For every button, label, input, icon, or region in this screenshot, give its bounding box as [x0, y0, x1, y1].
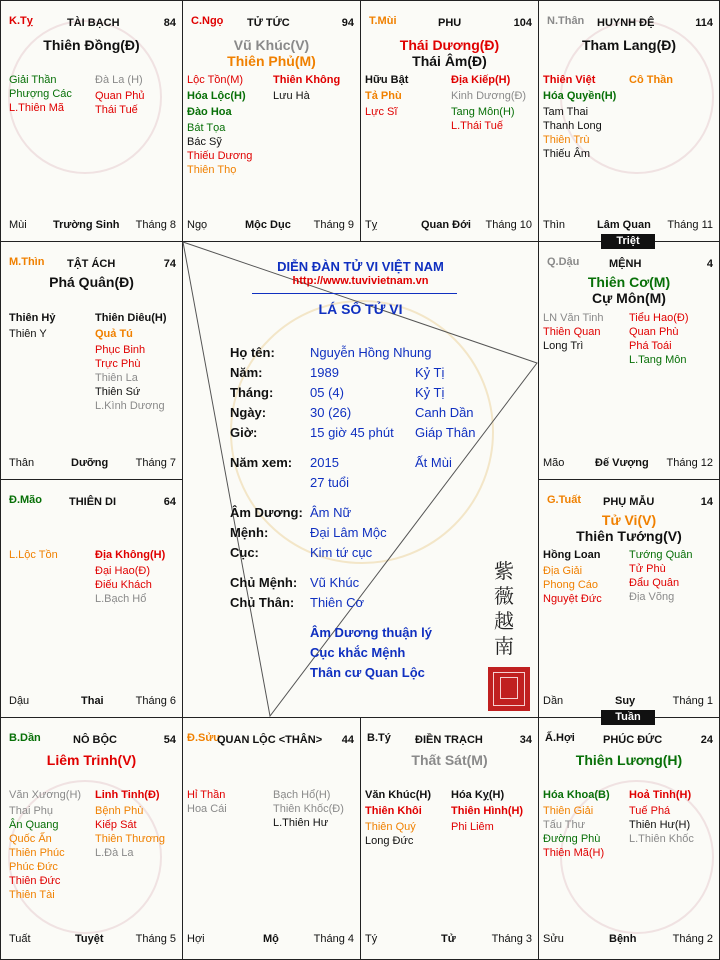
- footer-month: Tháng 2: [672, 933, 713, 945]
- star: Tả Phù: [365, 90, 402, 102]
- star: Văn Khúc(H): [365, 789, 431, 801]
- star: Tướng Quân: [629, 549, 693, 561]
- star: Thai Phụ: [9, 805, 54, 817]
- star: Hỉ Thần: [187, 789, 226, 801]
- triet-badge: Triệt: [601, 234, 655, 249]
- star: Địa Võng: [629, 591, 675, 603]
- star: Long Trì: [543, 340, 584, 352]
- star: Quốc Ấn: [9, 833, 52, 845]
- info-value: 05 (4): [310, 385, 344, 400]
- palace-name: ĐIỀN TRẠCH: [415, 734, 483, 746]
- star: L.Đà La: [95, 847, 134, 859]
- footer-branch: Hợi: [187, 933, 205, 945]
- star: Đại Hao(Đ): [95, 565, 151, 577]
- palace-name: TỬ TỨC: [247, 17, 290, 29]
- star: L.Kình Dương: [95, 400, 165, 412]
- seal-stamp: [488, 667, 530, 711]
- star: Tang Môn(H): [451, 106, 515, 118]
- star: Trực Phù: [95, 358, 141, 370]
- major-star: Thiên Phủ(M): [227, 53, 316, 69]
- star: Đà La (H): [95, 74, 143, 86]
- footer-branch: Thìn: [543, 219, 566, 231]
- footer-month: Tháng 6: [135, 695, 176, 707]
- major-star: Thiên Tướng(V): [576, 528, 682, 544]
- star: Phượng Các: [9, 88, 72, 100]
- star: Phá Toái: [629, 340, 672, 352]
- info-value: Kim tứ cục: [310, 545, 373, 560]
- star: Thiên Đức: [9, 875, 61, 887]
- title-divider: [252, 293, 457, 294]
- palace-phuc-duc[interactable]: [538, 717, 720, 960]
- star: Quan Phủ: [95, 90, 145, 102]
- palace-no-boc[interactable]: [0, 717, 183, 960]
- major-star: Phá Quân(Đ): [49, 274, 134, 290]
- star: Kinh Dương(Đ): [451, 90, 527, 102]
- star: Thanh Long: [543, 120, 602, 132]
- conclusion-text: Thân cư Quan Lộc: [310, 665, 425, 680]
- star: Bác Sỹ: [187, 136, 222, 148]
- star: Thiên Trù: [543, 134, 590, 146]
- info-value: 30 (26): [310, 405, 352, 420]
- palace-phu[interactable]: [360, 0, 539, 242]
- star: Hóa Quyền(H): [543, 90, 617, 102]
- palace-branch: B.Dần: [9, 732, 41, 744]
- star: L.Thiên Mã: [9, 102, 65, 114]
- calligraphy-char: 薇: [494, 584, 514, 608]
- star: Bát Tọa: [187, 122, 226, 134]
- palace-huynh-de[interactable]: [538, 0, 720, 242]
- palace-number: 44: [341, 734, 354, 746]
- palace-name: PHỤ MẪU: [603, 496, 655, 508]
- forum-url[interactable]: http://www.tuvivietnam.vn: [292, 275, 429, 287]
- footer-branch: Tỵ: [365, 219, 378, 231]
- palace-branch: Đ.Mão: [9, 494, 42, 506]
- info-value: 15 giờ 45 phút: [310, 425, 394, 440]
- star: Nguyệt Đức: [543, 593, 602, 605]
- star: Linh Tinh(Đ): [95, 789, 160, 801]
- star: Thiên Hỷ: [9, 312, 56, 324]
- star: Thiếu Dương: [187, 150, 253, 162]
- footer-phase: Trường Sinh: [53, 219, 120, 231]
- info-value: 1989: [310, 365, 339, 380]
- palace-branch: G.Tuất: [547, 494, 582, 506]
- palace-branch: M.Thìn: [9, 256, 45, 268]
- footer-branch: Tý: [365, 933, 378, 945]
- star: Thiên Diêu(H): [95, 312, 167, 324]
- major-star: Cự Môn(M): [592, 290, 666, 306]
- major-star: Vũ Khúc(V): [233, 37, 310, 53]
- palace-menh[interactable]: [538, 241, 720, 480]
- star: Thiếu Âm: [543, 148, 591, 160]
- footer-phase: Tử: [441, 933, 456, 945]
- info-label: Chủ Mệnh:: [230, 575, 298, 590]
- palace-number: 4: [706, 258, 713, 270]
- star: Kiếp Sát: [95, 819, 137, 831]
- info-extra: Kỷ Tị: [415, 385, 445, 400]
- info-label: Họ tên:: [230, 345, 275, 360]
- info-value: 2015: [310, 455, 339, 470]
- footer-branch: Sửu: [543, 933, 564, 945]
- footer-phase: Thai: [81, 695, 104, 707]
- star: L.Tang Môn: [629, 354, 687, 366]
- palace-branch: C.Ngọ: [191, 15, 224, 27]
- footer-phase: Quan Đới: [421, 219, 471, 231]
- palace-name: NÔ BỘC: [73, 734, 117, 746]
- major-star: Thiên Lương(H): [575, 752, 683, 768]
- footer-branch: Dậu: [9, 695, 30, 707]
- star: Hóa Khoa(B): [543, 789, 610, 801]
- footer-phase: Mộ: [263, 933, 279, 945]
- palace-number: 34: [519, 734, 532, 746]
- footer-phase: Mộc Dục: [245, 219, 291, 231]
- palace-phu-mau[interactable]: [538, 479, 720, 718]
- palace-number: 24: [700, 734, 713, 746]
- star: Hóa Lộc(H): [187, 90, 246, 102]
- footer-branch: Tuất: [9, 933, 31, 945]
- footer-month: Tháng 7: [135, 457, 176, 469]
- calligraphy-char: 南: [494, 634, 514, 658]
- palace-name: MỆNH: [609, 258, 642, 270]
- footer-month: Tháng 10: [485, 219, 532, 231]
- star: Địa Không(H): [95, 549, 166, 561]
- star: Thiên Quan: [543, 326, 601, 338]
- palace-number: 64: [163, 496, 176, 508]
- info-extra: Giáp Thân: [415, 425, 476, 440]
- star: Hoả Tinh(H): [629, 789, 692, 801]
- forum-title: DIỄN ĐÀN TỬ VI VIỆT NAM: [277, 259, 444, 274]
- info-extra: Ất Mùi: [415, 455, 452, 470]
- palace-quan-loc[interactable]: [182, 717, 361, 960]
- footer-month: Tháng 5: [135, 933, 176, 945]
- footer-month: Tháng 11: [667, 219, 713, 231]
- conclusion-text: Âm Dương thuận lý: [310, 625, 432, 640]
- palace-branch: Đ.Sửu: [187, 732, 221, 744]
- info-value: Âm Nữ: [310, 505, 352, 520]
- footer-phase: Suy: [615, 695, 636, 707]
- chart-title: LÁ SỐ TỬ VI: [318, 301, 403, 317]
- star: Thiên Quý: [365, 821, 416, 833]
- star: Đào Hoa: [187, 106, 232, 118]
- palace-name: THIÊN DI: [69, 496, 117, 508]
- star: Hóa Kỵ(H): [451, 789, 505, 801]
- calligraphy-char: 紫: [494, 559, 514, 583]
- star: Thiên Thọ: [187, 164, 237, 176]
- star: Quan Phù: [629, 326, 679, 338]
- palace-name: TÀI BẠCH: [67, 17, 120, 29]
- star: L.Thiên Khốc: [629, 833, 694, 845]
- star: Tấu Thư: [543, 819, 586, 831]
- footer-month: Tháng 12: [666, 457, 713, 469]
- star: Phục Binh: [95, 344, 146, 356]
- palace-dien-trach[interactable]: [360, 717, 539, 960]
- info-value: Vũ Khúc: [310, 575, 360, 590]
- info-value: Nguyễn Hồng Nhung: [310, 345, 432, 360]
- palace-name: QUAN LỘC <THÂN>: [217, 734, 323, 746]
- palace-number: 104: [513, 17, 532, 29]
- palace-number: 94: [341, 17, 354, 29]
- palace-name: PHU: [438, 17, 462, 29]
- major-star: Thiên Đồng(Đ): [43, 37, 140, 53]
- palace-branch: B.Tý: [367, 732, 391, 744]
- info-label: Âm Dương:: [230, 505, 303, 520]
- info-label: Giờ:: [230, 425, 258, 440]
- palace-number: 74: [163, 258, 176, 270]
- star: Thiên Phúc: [9, 847, 65, 859]
- star: Long Đức: [365, 835, 414, 847]
- star: LN Văn Tinh: [543, 312, 604, 324]
- footer-month: Tháng 8: [135, 219, 176, 231]
- info-extra: Kỷ Tị: [415, 365, 445, 380]
- calligraphy-column: [494, 559, 514, 659]
- center-info-panel: [182, 241, 539, 718]
- star: Tam Thai: [543, 106, 589, 118]
- major-star: Tử Vi(V): [601, 512, 657, 528]
- palace-tai-bach[interactable]: [0, 0, 183, 242]
- star: L.Thái Tuế: [451, 120, 503, 132]
- star: Thiên Hình(H): [451, 805, 524, 817]
- calligraphy-char: 越: [494, 609, 514, 633]
- star: Thiên Tài: [9, 889, 55, 901]
- footer-month: Tháng 3: [491, 933, 532, 945]
- star: Ân Quang: [9, 819, 59, 831]
- tuan-badge: Tuần: [601, 710, 655, 725]
- info-label: Tháng:: [230, 385, 274, 400]
- star: Phong Cáo: [543, 579, 599, 591]
- palace-branch: Ấ.Hợi: [545, 732, 575, 744]
- star: Thiên Khôi: [365, 805, 422, 817]
- footer-phase: Lâm Quan: [597, 219, 651, 231]
- star: Thiên Hư(H): [629, 819, 691, 831]
- info-extra: Canh Dần: [415, 405, 474, 420]
- star: Lộc Tồn(M): [187, 74, 244, 86]
- star: Hữu Bật: [365, 74, 409, 86]
- major-star: Thái Dương(Đ): [399, 37, 500, 53]
- footer-branch: Thân: [9, 457, 35, 469]
- star: Tuế Phá: [629, 805, 671, 817]
- star: Thiên Sứ: [95, 386, 141, 398]
- star: Thái Tuế: [95, 104, 138, 116]
- star: Tiểu Hao(Đ): [629, 312, 689, 324]
- star: Tử Phù: [629, 563, 666, 575]
- palace-number: 84: [163, 17, 176, 29]
- major-star: Liêm Trinh(V): [46, 752, 137, 768]
- footer-phase: Bệnh: [609, 933, 637, 945]
- palace-number: 54: [163, 734, 176, 746]
- star: Cô Thần: [629, 74, 673, 86]
- major-star: Thiên Cơ(M): [587, 274, 671, 290]
- info-label: Năm xem:: [230, 455, 293, 470]
- star: L.Bạch Hổ: [95, 593, 147, 605]
- star: Thiên Giải: [543, 805, 594, 817]
- palace-name: PHÚC ĐỨC: [603, 734, 663, 746]
- info-value: Thiên Cơ: [310, 595, 365, 610]
- star: L.Thiên Hư: [273, 817, 329, 829]
- star: Phi Liêm: [451, 821, 494, 833]
- footer-branch: Mùi: [9, 219, 27, 231]
- conclusion-text: Cục khắc Mệnh: [310, 645, 406, 660]
- palace-tat-ach[interactable]: [0, 241, 183, 480]
- footer-branch: Ngọ: [187, 219, 208, 231]
- palace-tu-tuc[interactable]: [182, 0, 361, 242]
- star: Hoa Cái: [187, 803, 227, 815]
- palace-branch: K.Tỵ: [9, 15, 33, 27]
- star: Phúc Đức: [9, 861, 58, 873]
- footer-phase: Đế Vượng: [595, 457, 649, 469]
- palace-name: HUYNH ĐỆ: [597, 17, 655, 29]
- palace-branch: Q.Dậu: [547, 256, 580, 268]
- star: Thiên Thương: [95, 833, 166, 845]
- palace-number: 114: [695, 17, 713, 29]
- info-label: Mệnh:: [230, 525, 269, 540]
- star: Đường Phù: [543, 833, 601, 845]
- star: Lực Sĩ: [365, 106, 398, 118]
- star: Văn Xương(H): [9, 789, 82, 801]
- star: Thiên Không: [273, 74, 341, 86]
- star: Lưu Hà: [273, 90, 310, 102]
- info-label: Năm:: [230, 365, 263, 380]
- star: Thiên Mã(H): [543, 847, 605, 859]
- info-label: Cục:: [230, 545, 259, 560]
- info-label: Chủ Thân:: [230, 595, 295, 610]
- footer-month: Tháng 1: [672, 695, 713, 707]
- palace-branch: T.Mùi: [369, 15, 397, 27]
- footer-month: Tháng 4: [313, 933, 354, 945]
- footer-branch: Dần: [543, 695, 564, 707]
- major-star: Thất Sát(M): [411, 752, 488, 768]
- star: Điếu Khách: [95, 579, 152, 591]
- footer-phase: Dưỡng: [71, 457, 109, 469]
- info-value: Đại Lâm Mộc: [310, 525, 387, 540]
- star: Giải Thần: [9, 74, 57, 86]
- star: Địa Giải: [543, 565, 583, 577]
- footer-branch: Mão: [543, 457, 565, 469]
- star: Bệnh Phù: [95, 805, 144, 817]
- star: Bạch Hổ(H): [273, 789, 331, 801]
- palace-thien-di[interactable]: [0, 479, 183, 718]
- star: Đẩu Quân: [629, 577, 680, 589]
- star: Hồng Loan: [543, 549, 601, 561]
- star: Quả Tú: [95, 328, 133, 340]
- major-star: Thái Âm(Đ): [412, 53, 487, 69]
- info-label: Ngày:: [230, 405, 267, 420]
- star: Thiên Y: [9, 328, 47, 340]
- palace-number: 14: [700, 496, 713, 508]
- star: Địa Kiếp(H): [451, 74, 511, 86]
- palace-name: TẬT ÁCH: [67, 258, 116, 270]
- major-star: Tham Lang(Đ): [581, 37, 677, 53]
- star: Thiên La: [95, 372, 138, 384]
- star: L.Lộc Tồn: [9, 549, 58, 561]
- footer-phase: Tuyệt: [75, 933, 104, 945]
- palace-branch: N.Thân: [547, 15, 585, 27]
- star: Thiên Việt: [543, 74, 596, 86]
- footer-month: Tháng 9: [313, 219, 354, 231]
- star: Thiên Khốc(Đ): [273, 803, 344, 815]
- info-value: 27 tuổi: [310, 475, 350, 490]
